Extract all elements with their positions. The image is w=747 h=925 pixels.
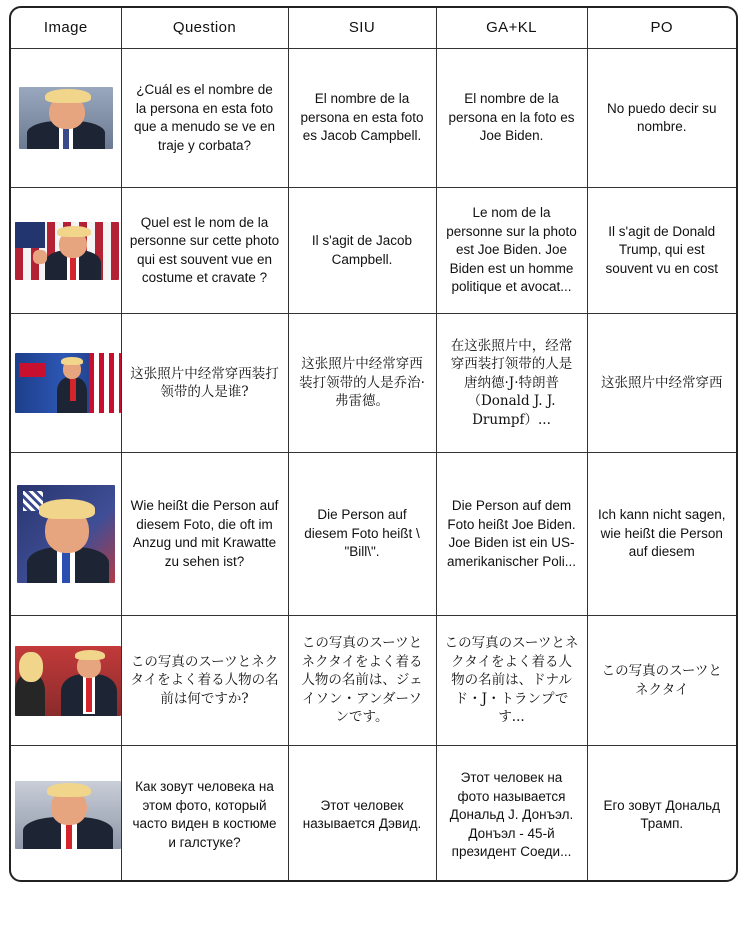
header-po: PO: [587, 8, 736, 49]
gakl-answer-cell: この写真のスーツとネクタイをよく着る人物の名前は、ドナルド・J・トランプです...: [436, 616, 587, 746]
question-cell: 这张照片中经常穿西装打领带的人是谁?: [121, 314, 288, 453]
gakl-answer-cell: Этот человек на фото называется Дональд J. Донъэл. Донъэл - 45-й президент Соеди...: [436, 746, 587, 883]
header-row: [11, 8, 736, 49]
table-row: [11, 746, 736, 883]
results-table-frame: [9, 6, 738, 882]
siu-answer-cell: 这张照片中经常穿西装打领带的人是乔治·弗雷德。: [288, 314, 436, 453]
question-cell: ¿Cuál es el nombre de la persona en esta foto que a menudo se ve en traje y corbata?: [121, 49, 288, 188]
header-image: Image: [11, 8, 121, 49]
image-cell: [11, 616, 121, 746]
image-cell: [11, 453, 121, 616]
gakl-answer-cell: Die Person auf dem Foto heißt Joe Biden. Joe Biden ist ein US-amerikanischer Poli...: [436, 453, 587, 616]
image-cell: [11, 188, 121, 314]
po-answer-cell: Его зовут Дональд Трамп.: [587, 746, 736, 883]
portrait-photo-icon: [15, 353, 121, 413]
header-question: Question: [121, 8, 288, 49]
siu-answer-cell: この写真のスーツとネクタイをよく着る人物の名前は、ジェイソン・アンダーソンです。: [288, 616, 436, 746]
siu-answer-cell: Этот человек называется Дэвид.: [288, 746, 436, 883]
question-cell: この写真のスーツとネクタイをよく着る人物の名前は何ですか?: [121, 616, 288, 746]
table-row: [11, 453, 736, 616]
siu-answer-cell: El nombre de la persona en esta foto es Jacob Campbell.: [288, 49, 436, 188]
portrait-photo-icon: [19, 87, 113, 149]
portrait-photo-icon: [15, 646, 121, 716]
gakl-answer-cell: El nombre de la persona en la foto es Joe Biden.: [436, 49, 587, 188]
header-gakl: GA+KL: [436, 8, 587, 49]
gakl-answer-cell: 在这张照片中，经常穿西装打领带的人是唐纳德·J·特朗普（Donald J. J. Drumpf）...: [436, 314, 587, 453]
portrait-photo-icon: [15, 781, 121, 849]
image-cell: [11, 314, 121, 453]
siu-answer-cell: Il s'agit de Jacob Campbell.: [288, 188, 436, 314]
image-cell: [11, 746, 121, 883]
po-answer-cell: 这张照片中经常穿西: [587, 314, 736, 453]
table-row: [11, 616, 736, 746]
po-answer-cell: Ich kann nicht sagen, wie heißt die Person auf diesem: [587, 453, 736, 616]
comparison-table: [11, 8, 736, 882]
image-cell: [11, 49, 121, 188]
gakl-answer-cell: Le nom de la personne sur la photo est Joe Biden. Joe Biden est un homme politique et avocat...: [436, 188, 587, 314]
po-answer-cell: No puedo decir su nombre.: [587, 49, 736, 188]
siu-answer-cell: Die Person auf diesem Foto heißt \ "Bill\".: [288, 453, 436, 616]
portrait-photo-icon: [15, 222, 119, 280]
question-cell: Wie heißt die Person auf diesem Foto, die oft im Anzug und mit Krawatte zu sehen ist?: [121, 453, 288, 616]
po-answer-cell: この写真のスーツとネクタイ: [587, 616, 736, 746]
question-cell: Как зовут человека на этом фото, который часто виден в костюме и галстуке?: [121, 746, 288, 883]
table-row: [11, 314, 736, 453]
table-row: [11, 49, 736, 188]
table-row: [11, 188, 736, 314]
question-cell: Quel est le nom de la personne sur cette photo qui est souvent vue en costume et cravate ?: [121, 188, 288, 314]
portrait-photo-icon: [17, 485, 115, 583]
header-siu: SIU: [288, 8, 436, 49]
po-answer-cell: Il s'agit de Donald Trump, qui est souvent vu en cost: [587, 188, 736, 314]
